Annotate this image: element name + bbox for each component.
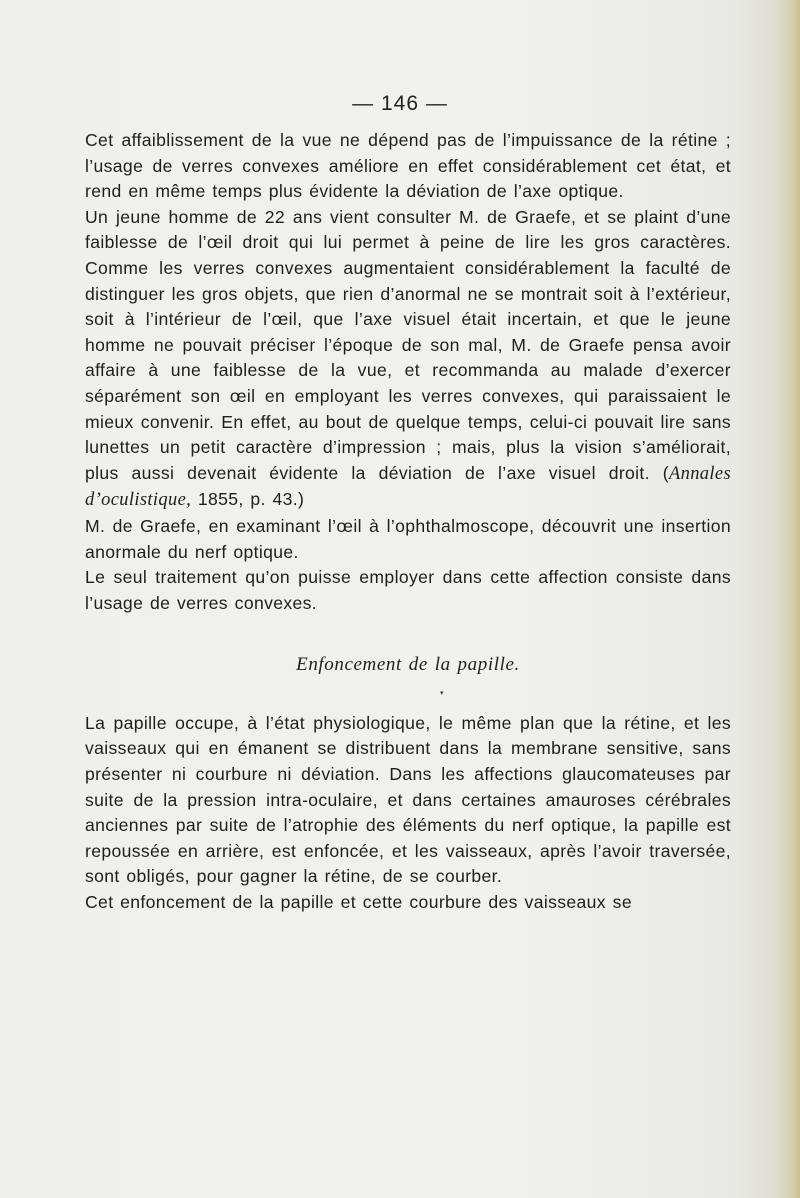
paragraph-3: M. de Graefe, en examinant l’œil à l’ophthalmoscope, découvrit une insertion anormale du nerf optique. — [85, 515, 731, 562]
citation-reference: 1855, p. 43.) — [191, 489, 305, 510]
paragraph-2 — [85, 205, 731, 514]
paragraph-6: Cet enfoncement de la papille et cette courbure des vaisseaux se — [85, 892, 632, 913]
citation-journal: Annales d’oculistique, — [85, 463, 731, 511]
paragraph-1: Cet affaiblissement de la vue ne dépend pas de l’impuissance de la rétine ; l’usage de verres convexes améliore en effet considérablement cet état, et rend en même temps plus évidente la déviation de l’axe optique. — [85, 130, 731, 202]
page-edge-shading — [778, 0, 800, 1198]
ink-mark: ▾ — [440, 689, 444, 697]
body-text — [85, 128, 731, 916]
paragraph-4: Le seul traitement qu’on puisse employer dans cette affection consiste dans l’usage de verres convexes. — [85, 567, 731, 613]
paragraph-5: La papille occupe, à l’état physiologique, le même plan que la rétine, et les vaisseaux qui en émanent se distribuent dans la membrane sensitive, sans présenter ni courbure ni déviation. Dans les affections glaucomateuses par suite de la pression intra-oculaire, et dans certaines amauroses cérébrales anciennes par suite de l’atrophie des éléments du nerf optique, la papille est repoussée en arrière, est enfoncée, et les vaisseaux, après l’avoir traversée, sont obligés, pour gagner la rétine, de se courber. — [85, 712, 731, 887]
section-heading: Enfoncement de la papille. — [296, 654, 520, 676]
page-number: — 146 — — [352, 92, 448, 115]
paragraph-2-text: Un jeune homme de 22 ans vient consulter M. de Graefe, et se plaint d’une faiblesse de l’œil droit qui lui permet à peine de lire les gros caractères. Comme les verres convexes augmentaient considérablement la faculté de distinguer les gros objets, que rien d’anormal ne se montrait soit à l’extérieur, soit à l’intérieur de l’œil, que l’axe visuel était incertain, et que le jeune homme ne pouvait préciser l’époque de son mal, M. de Graefe pensa avoir affaire à une faiblesse de la vue, et recommanda au malade d’exercer séparément son œil en employant les verres convexes, qui paraissaient le mieux convenir. En effet, au bout de quelque temps, celui-ci pouvait lire sans lunettes un petit caractère d’impression ; mais, plus la vision s’améliorait, plus aussi devenait évidente la déviation de l’axe visuel droit. ( — [85, 206, 731, 483]
